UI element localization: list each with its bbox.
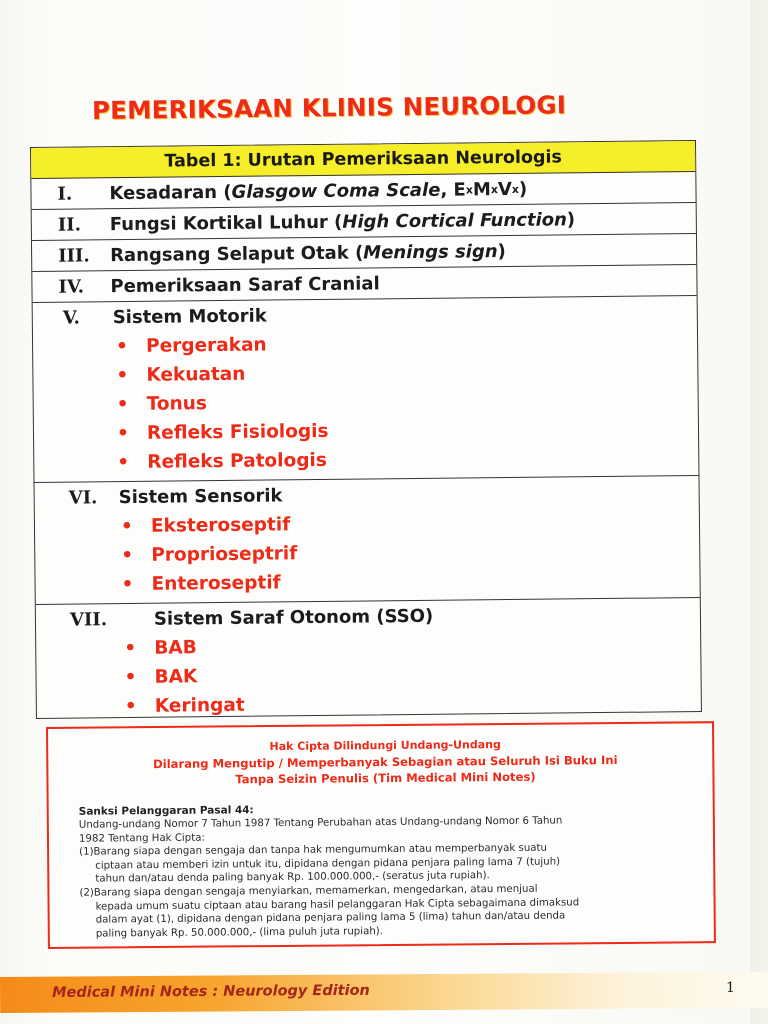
bullet-icon: • xyxy=(121,573,134,596)
bullet-icon: • xyxy=(124,695,137,718)
bullet-icon: • xyxy=(116,422,129,445)
notice-line: dalam ayat (1), dipidana dengan pidana penjara paling lama 5 (lima) tahun dan/atau denda xyxy=(95,910,566,926)
roman-numeral: III. xyxy=(58,244,90,267)
table-header: Tabel 1: Urutan Pemeriksaan Neurologis xyxy=(31,141,695,179)
notice-line: (2)Barang siapa dengan sengaja menyiarkan, memamerkan, mengedarkan, atau menjual xyxy=(79,883,538,899)
copyright-notice xyxy=(46,721,716,949)
list-item-label: BAK xyxy=(154,666,198,688)
row-text: Pemeriksaan Saraf Cranial xyxy=(110,272,380,297)
list-item-label: Enteroseptif xyxy=(151,572,281,595)
notice-line: ciptaan atau memberi izin untuk itu, dipidana dengan pidana penjara paling lama 7 (tujuh) xyxy=(95,856,561,872)
roman-numeral: IV. xyxy=(58,275,85,298)
roman-numeral: VI. xyxy=(68,486,98,509)
row-close-paren: ) xyxy=(566,208,576,230)
list-item-label: Proprioseptrif xyxy=(151,543,298,566)
bullet-list xyxy=(35,506,700,604)
notice-line: kepada umum suatu ciptaan atau barang hasil pelanggaran Hak Cipta sebagaimana dimaksud xyxy=(95,896,580,913)
row-text: Fungsi Kortikal Luhur ( xyxy=(109,211,343,235)
roman-numeral: VII. xyxy=(69,608,108,631)
notice-line: Undang-undang Nomor 7 Tahun 1987 Tentang Perubahan atas Undang-undang Nomor 6 Tahun xyxy=(78,815,563,831)
row-text: Rangsang Selaput Otak ( xyxy=(110,242,364,266)
page-number: 1 xyxy=(726,980,735,996)
table-row xyxy=(33,296,699,483)
row-text: Sistem Sensorik xyxy=(118,484,283,508)
subscript: x xyxy=(465,182,473,196)
page-title: PEMERIKSAAN KLINIS NEUROLOGI xyxy=(91,90,567,125)
row-close-paren: ) xyxy=(518,178,528,200)
subscript: x xyxy=(490,182,499,196)
notice-line: (1)Barang siapa dengan sengaja dan tanpa hak mengumumkan atau memperbanyak suatu xyxy=(79,842,548,858)
list-item-label: Keringat xyxy=(154,694,245,717)
notice-heading: Dilarang Mengutip / Memperbanyak Sebagian atau Seluruh Isi Buku Ini xyxy=(153,753,618,772)
roman-numeral: V. xyxy=(62,306,80,329)
sanction-title: Sanksi Pelanggaran Pasal 44: xyxy=(78,804,254,818)
bullet-icon: • xyxy=(124,666,137,689)
notice-line: tahun dan/atau denda paling banyak Rp. 100.000.000,- (seratus juta rupiah). xyxy=(95,870,490,885)
row-text: Sistem Saraf Otonom (SSO) xyxy=(153,605,434,630)
notice-line: paling banyak Rp. 50.000.000,- (lima puluh juta rupiah). xyxy=(95,925,384,940)
notice-heading: Tanpa Seizin Penulis (Tim Medical Mini Notes) xyxy=(235,769,536,787)
bullet-icon: • xyxy=(115,335,129,358)
table-row xyxy=(36,598,701,726)
row-italic-text: Menings sign xyxy=(363,240,498,264)
notice-heading: Hak Cipta Dilindungi Undang-Undang xyxy=(269,738,501,754)
list-item xyxy=(37,686,701,722)
bullet-icon: • xyxy=(117,451,130,474)
list-item xyxy=(35,564,699,600)
list-item-label: Kekuatan xyxy=(146,363,246,386)
row-italic-text: High Cortical Function xyxy=(342,208,567,233)
list-item-label: Refleks Fisiologis xyxy=(146,420,329,444)
row-text-m: M xyxy=(472,178,491,200)
roman-numeral: II. xyxy=(57,213,82,236)
row-text-v: V xyxy=(497,178,512,200)
list-item-label: BAB xyxy=(154,637,197,659)
bullet-icon: • xyxy=(124,637,137,660)
notice-line: 1982 Tentang Hak Cipta: xyxy=(78,832,205,845)
row-text: Kesadaran ( xyxy=(109,181,232,204)
footer-title: Medical Mini Notes : Neurology Edition xyxy=(52,982,370,1001)
page-edge-shadow xyxy=(750,0,768,1024)
bullet-icon: • xyxy=(116,393,129,416)
bullet-icon: • xyxy=(120,515,133,538)
roman-numeral: I. xyxy=(57,183,73,205)
row-close-paren: ) xyxy=(497,240,506,262)
list-item-label: Refleks Patologis xyxy=(147,449,327,473)
list-item-label: Tonus xyxy=(146,393,208,415)
bullet-list xyxy=(33,326,699,482)
table-row xyxy=(35,476,700,605)
neuro-exam-table xyxy=(30,140,702,719)
list-item xyxy=(34,442,698,478)
row-text: Sistem Motorik xyxy=(112,305,267,328)
list-item-label: Eksteroseptif xyxy=(150,514,291,537)
list-item-label: Pergerakan xyxy=(145,334,267,357)
bullet-icon: • xyxy=(121,544,134,567)
subscript: x xyxy=(511,182,520,196)
row-text-after: , E xyxy=(440,178,466,201)
bullet-icon: • xyxy=(116,364,129,387)
bullet-list xyxy=(36,628,701,726)
row-italic-text: Glasgow Coma Scale xyxy=(231,179,441,203)
